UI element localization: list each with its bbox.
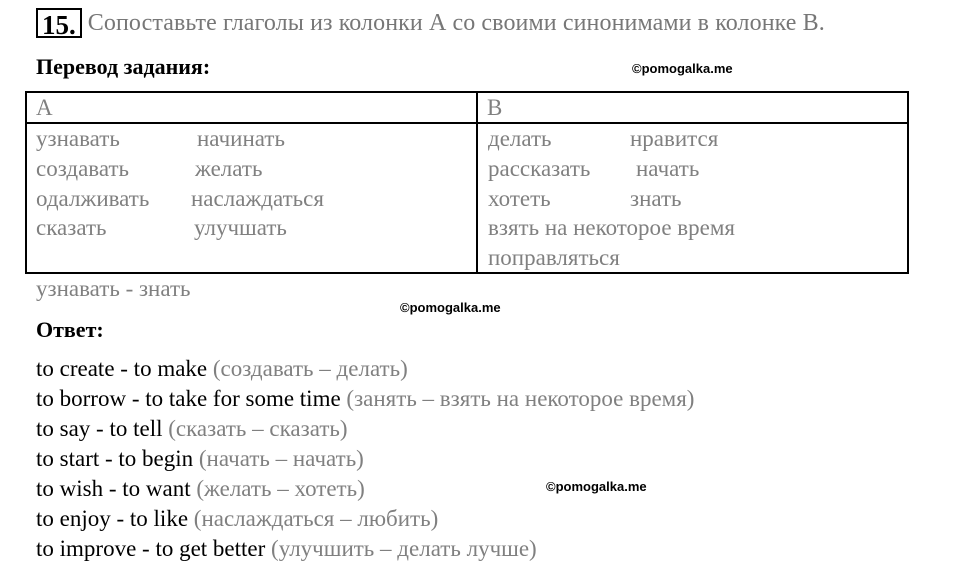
watermark: ©pomogalka.me bbox=[400, 300, 501, 315]
column-b-header: В bbox=[477, 92, 908, 123]
answer-russian: (желать – хотеть) bbox=[196, 476, 365, 501]
answer-line bbox=[36, 354, 694, 384]
answer-list bbox=[36, 354, 694, 564]
answer-english: to create - to make bbox=[36, 356, 208, 381]
word-a-right: наслаждаться bbox=[191, 186, 324, 211]
task-instruction: Сопоставьте глаголы из колонки А со своими синонимами в колонке В. bbox=[87, 9, 825, 36]
answer-english: to say - to tell bbox=[36, 416, 163, 441]
answer-english: to wish - to want bbox=[36, 476, 191, 501]
answer-russian: (создавать – делать) bbox=[212, 356, 408, 381]
column-a-header: А bbox=[26, 92, 477, 123]
watermark: ©pomogalka.me bbox=[632, 61, 733, 76]
example-pair: узнавать - знать bbox=[36, 276, 191, 301]
column-a-cell bbox=[26, 123, 477, 273]
word-b-left: делать bbox=[488, 126, 552, 151]
word-b-left: рассказать bbox=[488, 156, 591, 181]
word-a-right: улучшать bbox=[194, 215, 287, 240]
answer-line bbox=[36, 444, 694, 474]
answer-english: to enjoy - to like bbox=[36, 506, 189, 531]
answer-heading: Ответ: bbox=[36, 317, 104, 342]
answer-russian: (сказать – сказать) bbox=[168, 416, 348, 441]
word-b-right: начать bbox=[636, 156, 700, 181]
word-a-left: одалживать bbox=[36, 186, 150, 211]
answer-english: to start - to begin bbox=[36, 446, 194, 471]
answer-russian: (занять – взять на некоторое время) bbox=[346, 386, 695, 411]
answer-english: to improve - to get better bbox=[36, 536, 266, 561]
word-a-right: начинать bbox=[197, 126, 285, 151]
word-a-right: желать bbox=[195, 156, 263, 181]
translation-heading: Перевод задания: bbox=[36, 54, 211, 79]
word-b-left: поправляться bbox=[488, 245, 620, 270]
watermark: ©pomogalka.me bbox=[546, 479, 647, 494]
answer-russian: (улучшить – делать лучше) bbox=[271, 536, 537, 561]
answer-russian: (наслаждаться – любить) bbox=[193, 506, 439, 531]
column-b-cell bbox=[477, 123, 908, 273]
word-a-left: создавать bbox=[36, 156, 129, 181]
answer-line bbox=[36, 504, 694, 534]
answer-english: to borrow - to take for some time bbox=[36, 386, 341, 411]
word-a-left: сказать bbox=[36, 215, 107, 240]
word-a-left: узнавать bbox=[36, 126, 120, 151]
word-b-right: нравится bbox=[630, 126, 719, 151]
answer-russian: (начать – начать) bbox=[198, 446, 364, 471]
answer-line bbox=[36, 414, 694, 444]
task-number: 15. bbox=[36, 8, 82, 38]
answer-line bbox=[36, 534, 694, 564]
verbs-table bbox=[25, 91, 909, 274]
answer-line bbox=[36, 384, 694, 414]
word-b-left: хотеть bbox=[488, 186, 551, 211]
task-header bbox=[36, 6, 825, 40]
word-b-right: знать bbox=[630, 186, 682, 211]
word-b-left: взять на некоторое время bbox=[488, 215, 735, 240]
